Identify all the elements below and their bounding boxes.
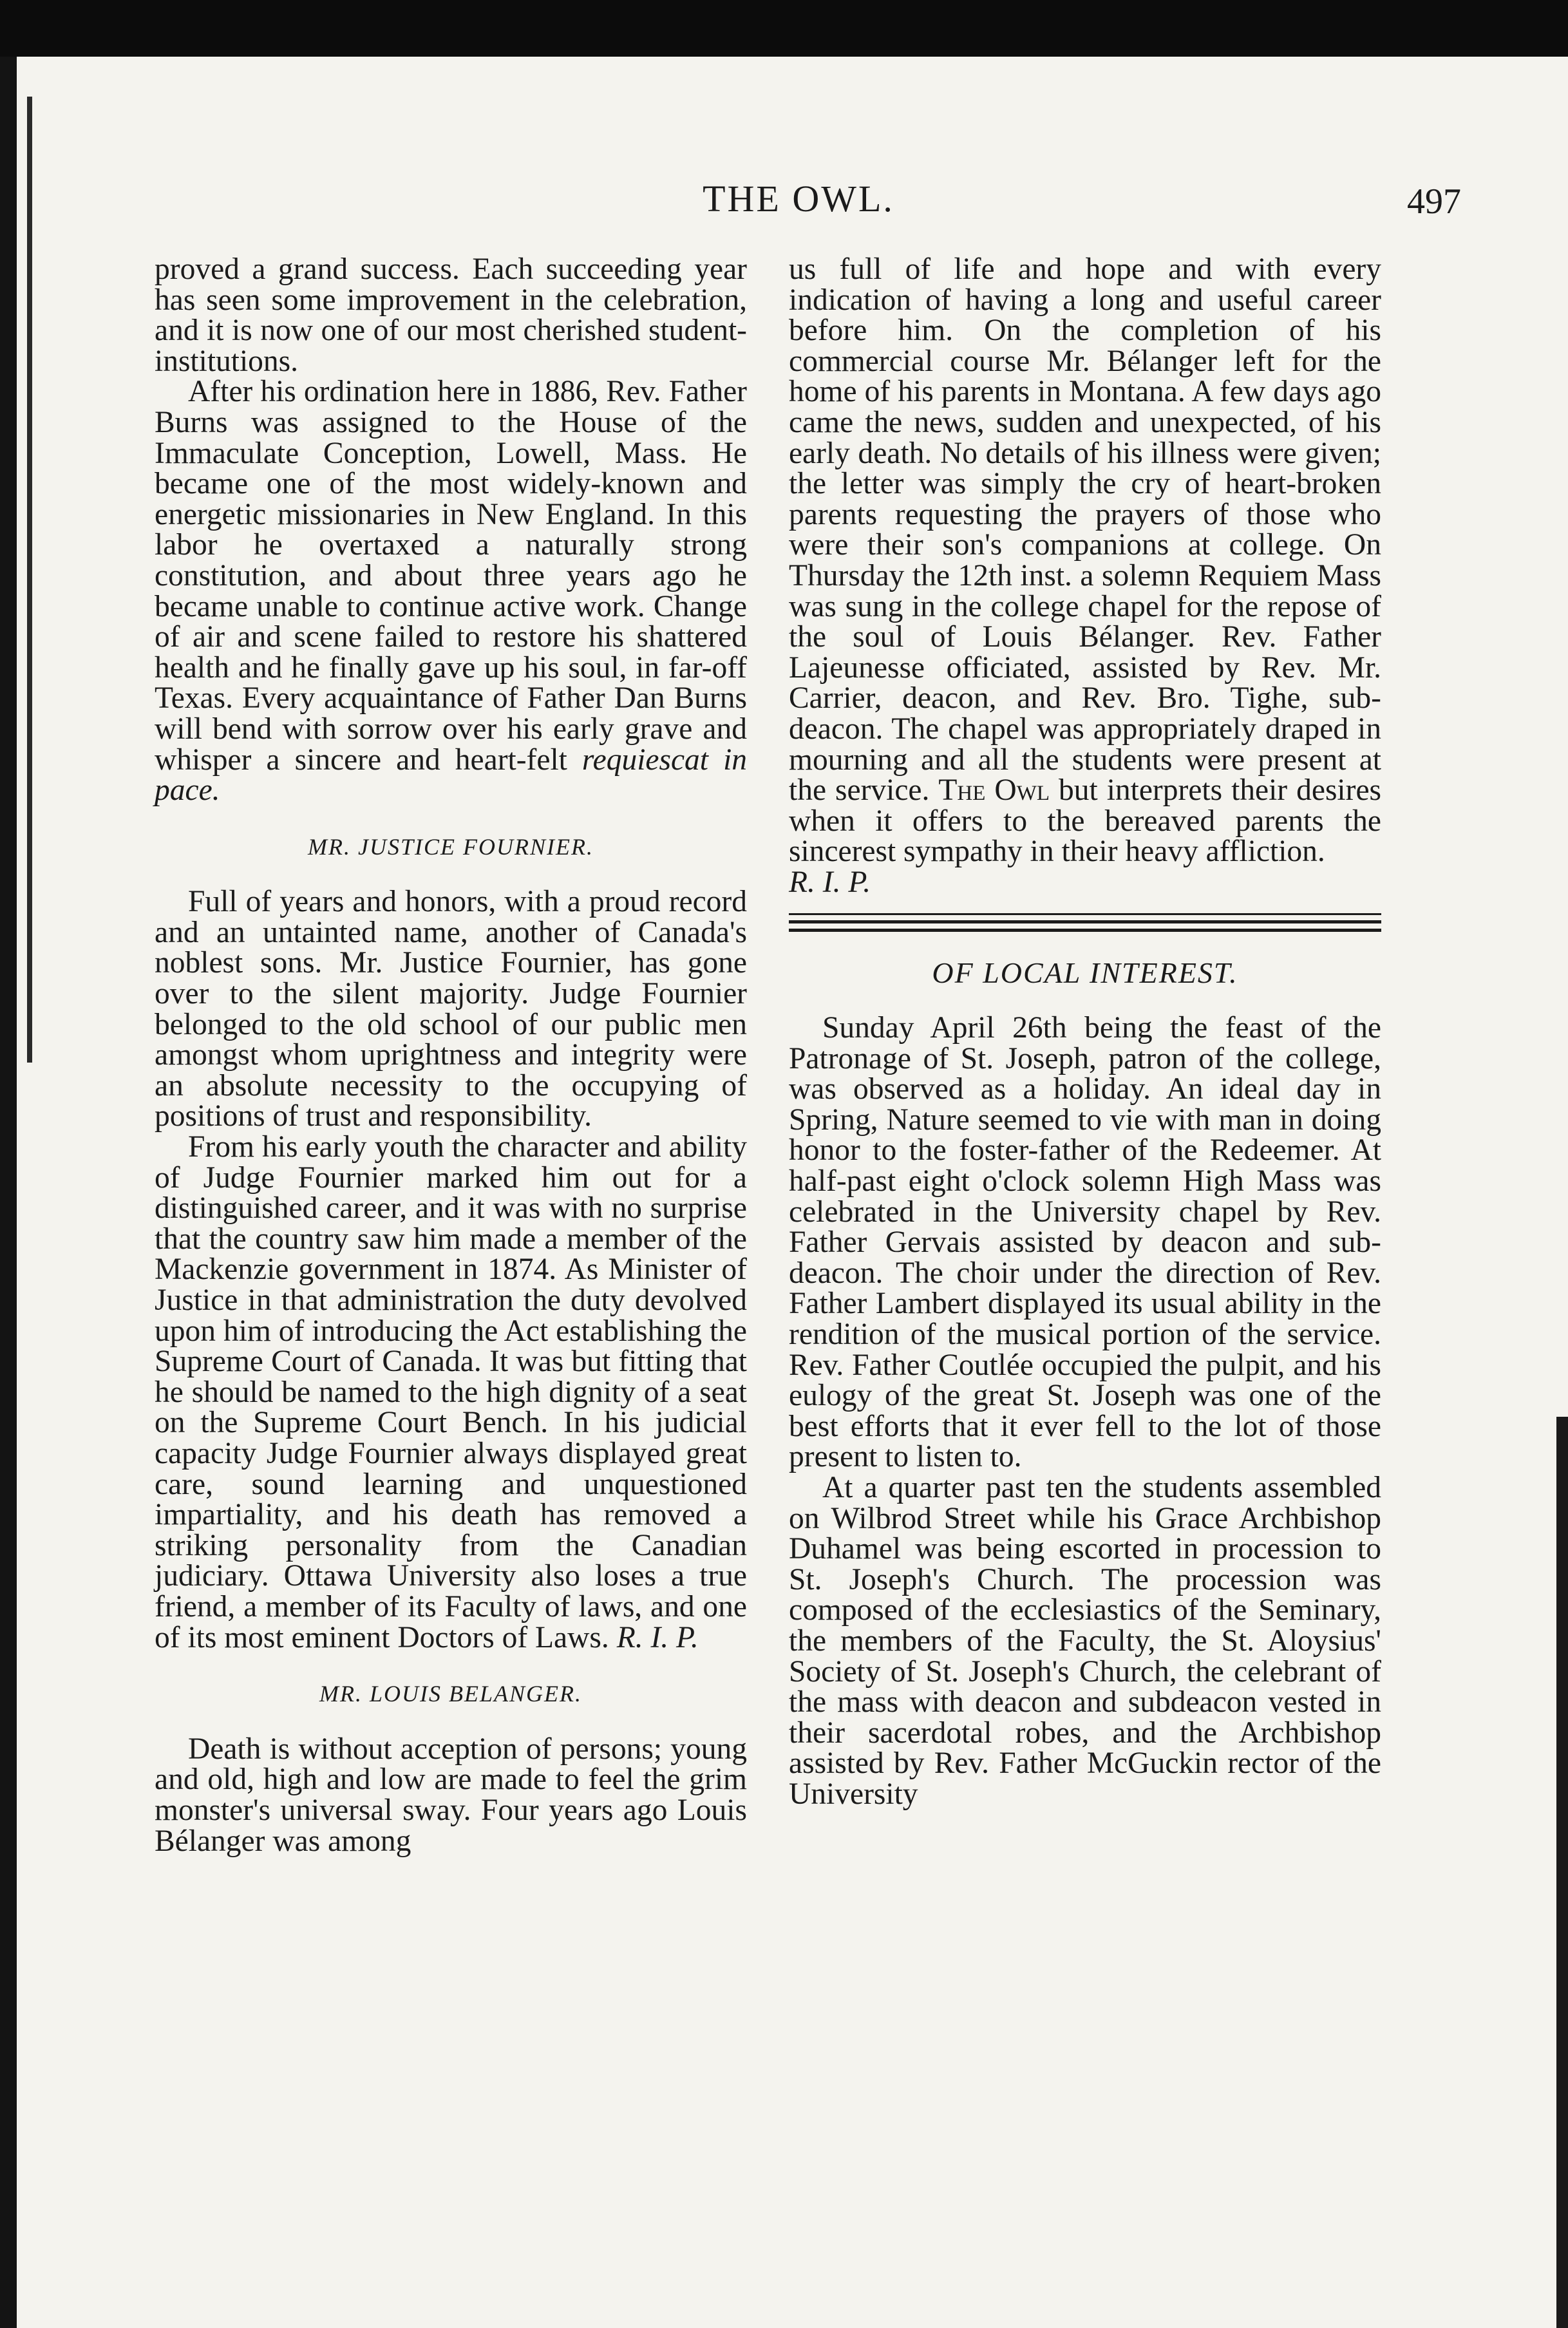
scan-top-border xyxy=(0,0,1568,57)
paragraph-belanger-continued xyxy=(789,254,1381,867)
divider-line xyxy=(789,929,1381,932)
rip-belanger: R. I. P. xyxy=(789,865,871,899)
paragraph-procession: At a quarter past ten the students assembled on Wilbrod Street while his Grace Archbishop Duhamel was being escorted in procession to St. Joseph's Church. The procession was composed of the ecclesiastics of the Seminary, the members of the Faculty, the St. Aloysius' Society of St. Joseph's Church, the celebrant of the mass with deacon and subdeacon vested in their sacerdotal robes, and the Archbishop assisted by Rev. Father McGuckin rector of the University xyxy=(789,1470,1381,1811)
paragraph-father-burns xyxy=(155,377,747,806)
right-column xyxy=(789,254,1381,1810)
section-divider xyxy=(789,913,1381,932)
heading-local-interest: OF LOCAL INTEREST. xyxy=(932,956,1238,990)
belanger-sympathy-text: but interprets their desires when it offers to the bereaved parents the sincerest sympathy in their heavy affliction. xyxy=(789,773,1382,869)
rip-fournier: R. I. P. xyxy=(616,1620,699,1654)
divider-line xyxy=(789,920,1381,923)
heading-louis-belanger: MR. LOUIS BELANGER. xyxy=(319,1681,582,1707)
heading-justice-fournier: MR. JUSTICE FOURNIER. xyxy=(308,833,594,860)
scan-right-border xyxy=(1556,1417,1568,2328)
divider-line xyxy=(789,913,1381,915)
page-number: 497 xyxy=(1407,182,1461,222)
belanger-text: us full of life and hope and with every indication of having a long and useful career before him. On the completion of his commercial course Mr. Bélanger left for the home of his parents in Montana. A few days ago came the news, sudden and unexpected, of his early death. No details of his illness were given; the letter was simply the cry of heart-broken parents requesting the prayers of those who were their son's companions at college. On Thursday the 12th inst. a solemn Requiem Mass was sung in the college chapel for the repose of the soul of Louis Bélanger. Rev. Father Lajeunesse officiated, assisted by Rev. Mr. Carrier, deacon, and Rev. Bro. Tighe, sub-deacon. The chapel was appropriately draped in mourning and all the students were present at the service. xyxy=(789,252,1381,808)
paragraph-grand-success: proved a grand success. Each succeeding year has seen some improvement in the celebration, and it is now one of our most cherished student-institutions. xyxy=(155,252,747,378)
scan-left-border xyxy=(0,57,17,2328)
running-title: THE OWL. xyxy=(703,178,894,220)
requiescat-text: requiescat in pace. xyxy=(155,743,748,808)
owl-name: The Owl xyxy=(938,773,1050,808)
left-column xyxy=(155,254,747,1857)
paragraph-st-joseph-feast: Sunday April 26th being the feast of the Patronage of St. Joseph, patron of the college, was observed as a holiday. An ideal day in Spring, Nature seemed to vie with man in doing honor to the foster-father of the Redeemer. At half-past eight o'clock solemn High Mass was celebrated in the University chapel by Rev. Father Gervais assisted by deacon and sub-deacon. The choir under the direction of Rev. Father Lambert displayed its usual ability in the rendition of the musical portion of the service. Rev. Father Coutlée occupied the pulpit, and his eulogy of the great St. Joseph was one of the best efforts that it ever fell to the lot of those present to listen to. xyxy=(789,1011,1381,1474)
paragraph-belanger-death: Death is without acception of persons; young and old, high and low are made to feel the grim monster's universal sway. Four years ago Louis Bélanger was among xyxy=(155,1732,747,1858)
burns-text: After his ordination here in 1886, Rev. Father Burns was assigned to the House of the Immaculate Conception, Lowell, Mass. He became one of the most widely-known and energetic missionaries in New England. In this labor he overtaxed a naturally strong constitution, and about three years ago he became unable to continue active work. Change of air and scene failed to restore his shattered health and he finally gave up his soul, in far-off Texas. Every acquaintance of Father Dan Burns will bend with sorrow over his early grave and whisper a sincere and heart-felt xyxy=(155,375,747,777)
fournier-career-text: From his early youth the character and ability of Judge Fournier marked him out for a distinguished career, and it was with no surprise that the country saw him made a member of the Mackenzie government in 1874. As Minister of Justice in that administration the duty devolved upon him of introducing the Act establishing the Supreme Court of Canada. It was but fitting that he should be named to the high dignity of a seat on the Supreme Court Bench. In his judicial capacity Judge Fournier always displayed great care, sound learning and unquestioned impartiality, and his death has removed a striking personality from the Canadian judiciary. Ottawa University also loses a true friend, a member of its Faculty of laws, and one of its most eminent Doctors of Laws. xyxy=(155,1130,747,1654)
page-header xyxy=(0,177,1568,235)
paragraph-fournier-intro: Full of years and honors, with a proud record and an untainted name, another of Canada's noblest sons. Mr. Justice Fournier, has gone over to the silent majority. Judge Fournier belonged to the old school of our public men amongst whom uprightness and integrity were an absolute necessity to the occupying of positions of trust and responsibility. xyxy=(155,885,747,1133)
paragraph-fournier-career xyxy=(155,1132,747,1653)
scan-binding-line xyxy=(27,97,32,1063)
